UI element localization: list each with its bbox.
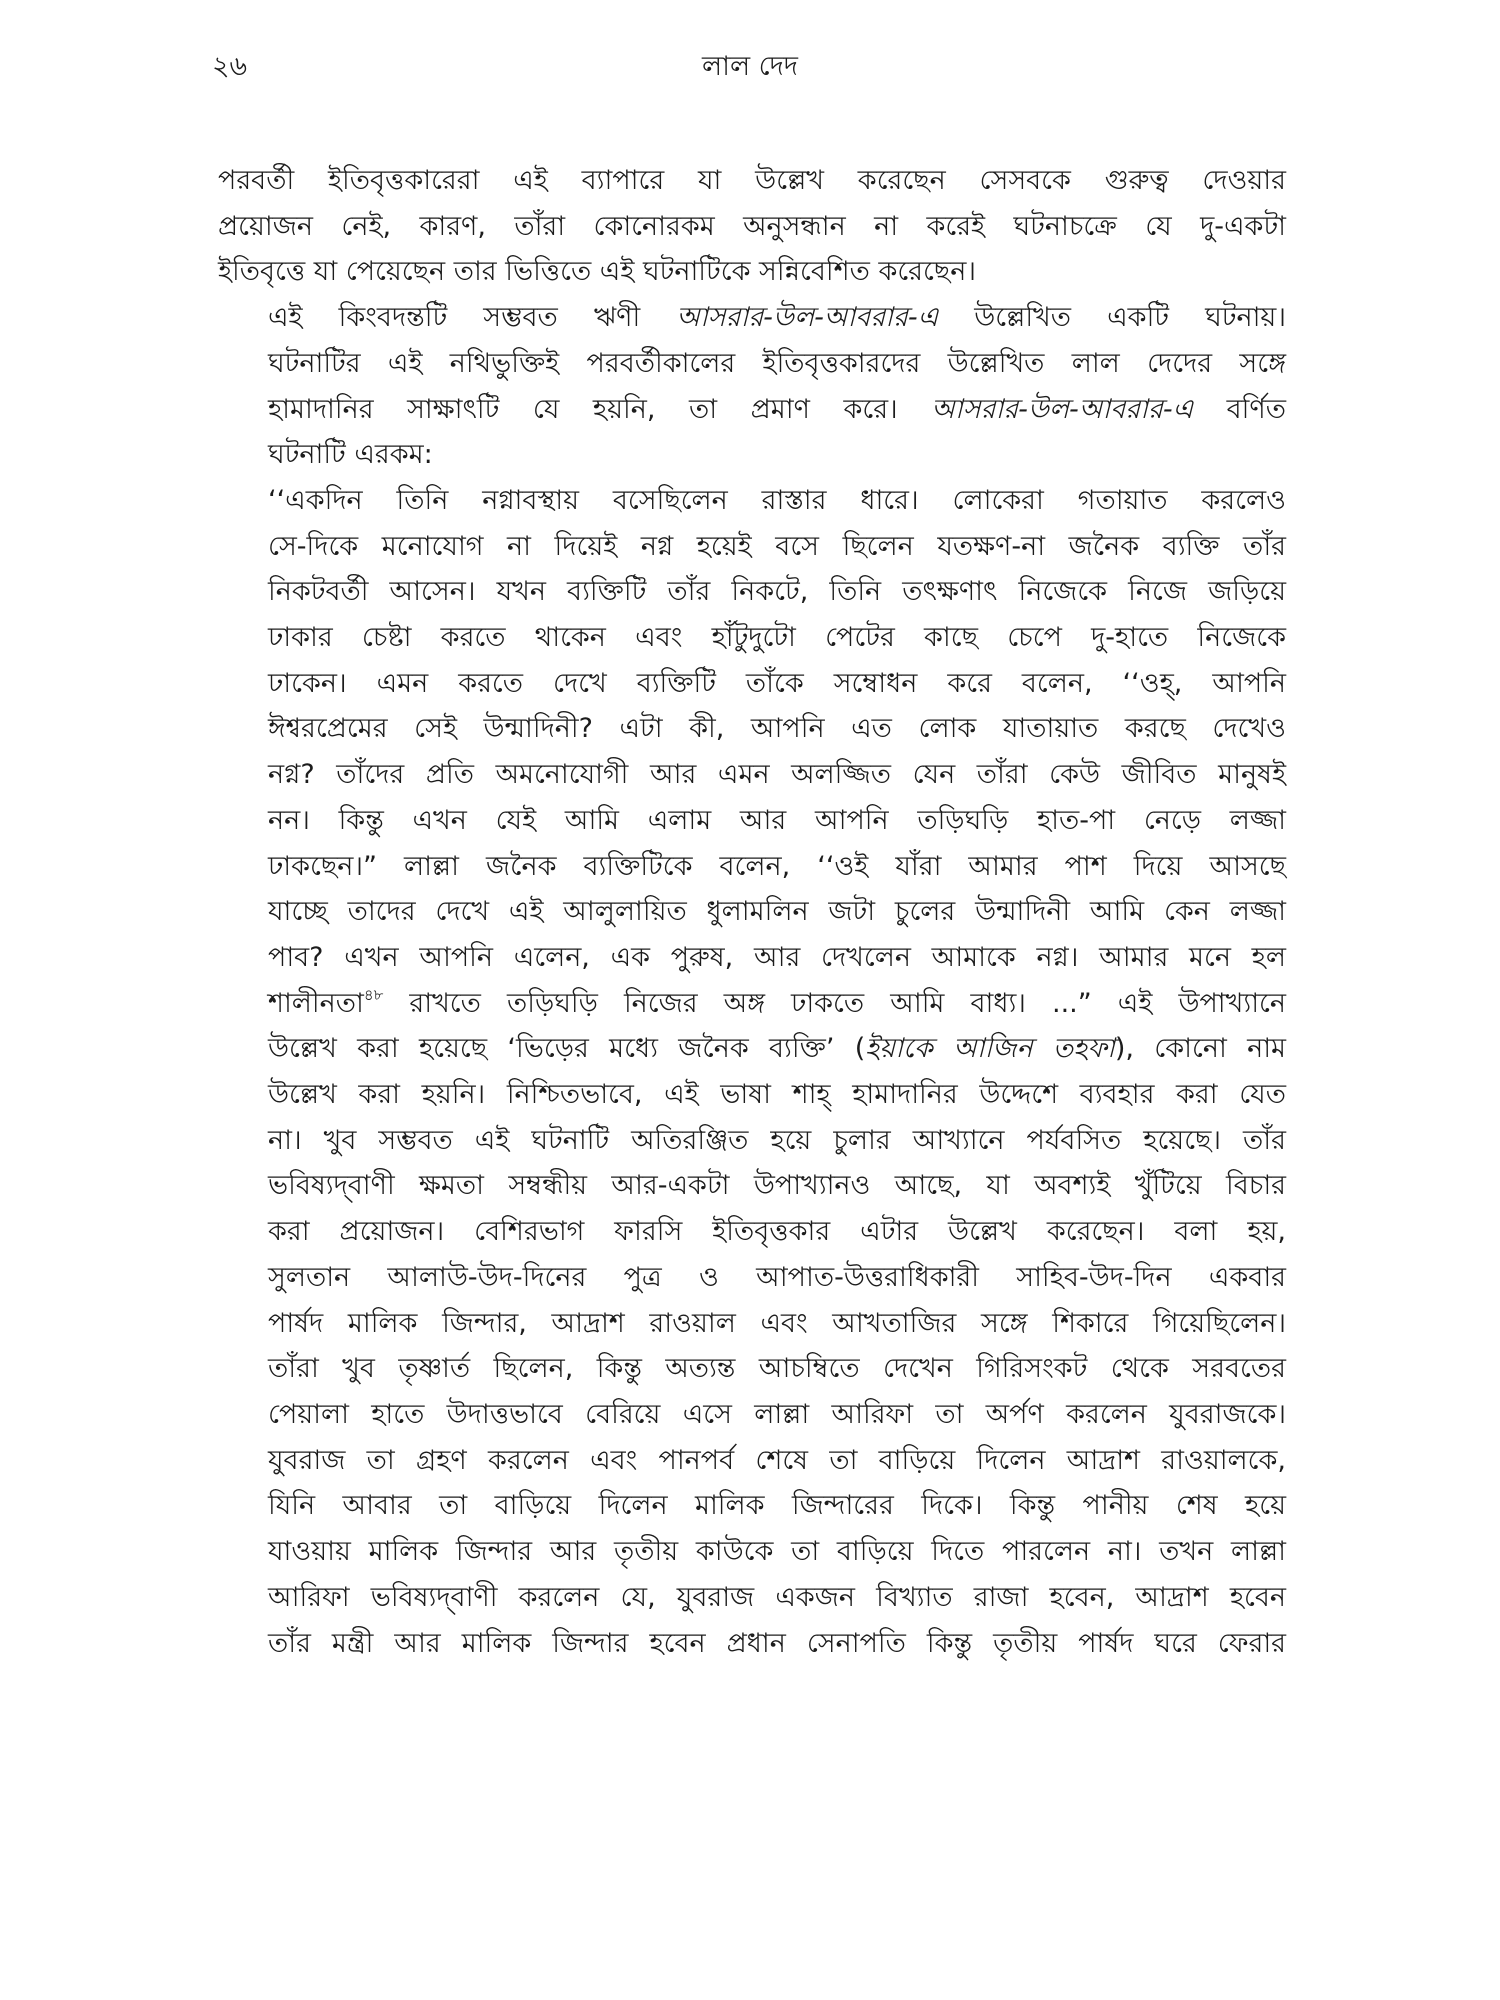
text-line — [218, 1026, 1286, 1072]
text-segment: নন। কিন্তু এখন যেই আমি এলাম আর আপনি তড়িঘড়ি হাত-পা নেড়ে লজ্জা — [268, 804, 1286, 836]
text-line — [218, 341, 1286, 387]
text-line — [218, 1438, 1286, 1484]
text-line — [218, 1529, 1286, 1575]
text-line — [218, 981, 1286, 1027]
text-line — [218, 1483, 1286, 1529]
text-segment: উল্লেখ করা হয়নি। নিশ্চিতভাবে, এই ভাষা শাহ্ হামাদানির উদ্দেশে ব্যবহার করা যেত — [268, 1079, 1286, 1111]
text-line — [218, 1255, 1286, 1301]
text-segment: তাঁরা খুব তৃষ্ণার্ত ছিলেন, কিন্তু অত্যন্ত আচম্বিতে দেখেন গিরিসংকট থেকে সরবতের — [268, 1353, 1286, 1385]
text-segment: সুলতান আলাউ-উদ-দিনের পুত্র ও আপাত-উত্তরাধিকারী সাহিব-উদ-দিন একবার — [268, 1261, 1286, 1293]
text-segment: না। খুব সম্ভবত এই ঘটনাটি অতিরঞ্জিত হয়ে চুলার আখ্যানে পর্যবসিত হয়েছে। তাঁর — [268, 1124, 1286, 1156]
text-segment: রাখতে তড়িঘড়ি নিজের অঙ্গ ঢাকতে আমি বাধ্য। ...” এই উপাখ্যানে — [383, 987, 1286, 1019]
text-line — [218, 889, 1286, 935]
text-line — [218, 798, 1286, 844]
text-line — [218, 432, 1286, 478]
text-segment: ঘটনাটির এই নথিভুক্তিই পরবর্তীকালের ইতিবৃত্তকারদের উল্লেখিত লাল দেদের সঙ্গে — [268, 347, 1286, 379]
text-line — [218, 1163, 1286, 1209]
text-line — [218, 1118, 1286, 1164]
text-segment: ঘটনাটি এরকম: — [268, 439, 433, 471]
text-segment: ঢাকছেন।” লাল্লা জনৈক ব্যক্তিটিকে বলেন, ‘‘ওই যাঁরা আমার পাশ দিয়ে আসছে — [268, 850, 1286, 882]
text-line — [218, 295, 1286, 341]
footnote-ref[interactable]: ৪৮ — [363, 985, 384, 1004]
text-segment: পাব? এখন আপনি এলেন, এক পুরুষ, আর দেখলেন আমাকে নগ্ন। আমার মনে হল — [268, 941, 1286, 973]
text-segment: উল্লেখিত একটি ঘটনায়। — [938, 302, 1286, 334]
text-segment: যাচ্ছে তাদের দেখে এই আলুলায়িত ধুলামলিন জটা চুলের উন্মাদিনী আমি কেন লজ্জা — [268, 896, 1286, 928]
text-line — [218, 1072, 1286, 1118]
text-line — [218, 1575, 1286, 1621]
text-line — [218, 158, 1286, 204]
text-line — [218, 706, 1286, 752]
text-segment: এই কিংবদন্তটি সম্ভবত ঋণী — [268, 302, 677, 334]
text-segment: পরবর্তী ইতিবৃত্তকারেরা এই ব্যাপারে যা উল্লেখ করেছেন সেসবকে গুরুত্ব দেওয়ার — [218, 165, 1286, 196]
text-line — [218, 752, 1286, 798]
text-segment: পেয়ালা হাতে উদাত্তভাবে বেরিয়ে এসে লাল্লা আরিফা তা অর্পণ করলেন যুবরাজকে। — [268, 1398, 1286, 1430]
italic-text: আসরার-উল-আবরার-এ — [676, 302, 939, 334]
text-line — [218, 1301, 1286, 1347]
page-number: ২৬ — [212, 51, 248, 82]
text-line — [218, 661, 1286, 707]
text-segment: ), কোনো নাম — [1114, 1033, 1287, 1065]
text-segment: নিকটবর্তী আসেন। যখন ব্যক্তিটি তাঁর নিকটে, তিনি তৎক্ষণাৎ নিজেকে নিজে জড়িয়ে — [268, 576, 1286, 608]
text-line — [218, 844, 1286, 890]
text-segment: ঢাকার চেষ্টা করতে থাকেন এবং হাঁটুদুটো পেটের কাছে চেপে দু-হাতে নিজেকে — [268, 622, 1286, 654]
text-line — [218, 935, 1286, 981]
text-segment: করা প্রয়োজন। বেশিরভাগ ফারসি ইতিবৃত্তকার এটার উল্লেখ করেছেন। বলা হয়, — [268, 1216, 1286, 1248]
text-line — [218, 387, 1286, 433]
text-segment: ভবিষ্যদ্‌বাণী ক্ষমতা সম্বন্ধীয় আর-একটা উপাখ্যানও আছে, যা অবশ্যই খুঁটিয়ে বিচার — [268, 1170, 1286, 1202]
paragraph — [218, 158, 1286, 295]
text-segment: পার্ষদ মালিক জিন্দার, আদ্রাশ রাওয়াল এবং আখতাজির সঙ্গে শিকারে গিয়েছিলেন। — [268, 1307, 1286, 1339]
text-line — [218, 524, 1286, 570]
text-segment: তাঁর মন্ত্রী আর মালিক জিন্দার হবেন প্রধান সেনাপতি কিন্তু তৃতীয় পার্ষদ ঘরে ফেরার — [268, 1627, 1286, 1659]
italic-text: আসরার-উল-আবরার-এ — [931, 393, 1194, 425]
text-segment: যাওয়ায় মালিক জিন্দার আর তৃতীয় কাউকে তা বাড়িয়ে দিতে পারলেন না। তখন লাল্লা — [268, 1536, 1286, 1568]
running-title: লাল দেদ — [702, 51, 798, 82]
text-segment: ঢাকেন। এমন করতে দেখে ব্যক্তিটি তাঁকে সম্বোধন করে বলেন, ‘‘ওহ্, আপনি — [268, 667, 1286, 699]
text-segment: যুবরাজ তা গ্রহণ করলেন এবং পানপর্ব শেষে তা বাড়িয়ে দিলেন আদ্রাশ রাওয়ালকে, — [268, 1444, 1286, 1476]
text-segment: হামাদানির সাক্ষাৎটি যে হয়নি, তা প্রমাণ করে। — [268, 393, 932, 425]
text-segment: শালীনতা — [268, 987, 364, 1019]
paragraph — [218, 295, 1286, 478]
text-segment: সে-দিকে মনোযোগ না দিয়েই নগ্ন হয়েই বসে ছিলেন যতক্ষণ-না জনৈক ব্যক্তি তাঁর — [268, 530, 1286, 562]
text-line — [218, 478, 1286, 524]
text-segment: বর্ণিত — [1193, 393, 1286, 425]
text-line — [218, 569, 1286, 615]
text-line — [218, 1209, 1286, 1255]
text-line — [218, 615, 1286, 661]
text-segment: ‘‘একদিন তিনি নগ্নাবস্থায় বসেছিলেন রাস্তার ধারে। লোকেরা গতায়াত করলেও — [268, 484, 1286, 516]
paragraph — [218, 478, 1286, 1666]
text-segment: যিনি আবার তা বাড়িয়ে দিলেন মালিক জিন্দারের দিকে। কিন্তু পানীয় শেষ হয়ে — [268, 1490, 1286, 1522]
body-text — [218, 158, 1286, 1666]
text-line — [218, 1346, 1286, 1392]
text-line — [218, 1392, 1286, 1438]
text-segment: ঈশ্বরপ্রেমের সেই উন্মাদিনী? এটা কী, আপনি এত লোক যাতায়াত করছে দেখেও — [268, 713, 1286, 745]
text-line — [218, 249, 1286, 295]
italic-text: ইয়াকে আজিন তহফা — [865, 1033, 1115, 1065]
page-header — [0, 46, 1500, 96]
text-segment: উল্লেখ করা হয়েছে ‘ভিড়ের মধ্যে জনৈক ব্যক্তি’ ( — [268, 1033, 866, 1065]
text-segment: আরিফা ভবিষ্যদ্‌বাণী করলেন যে, যুবরাজ একজন বিখ্যাত রাজা হবেন, আদ্রাশ হবেন — [268, 1581, 1286, 1613]
text-segment: ইতিবৃত্তে যা পেয়েছেন তার ভিত্তিতে এই ঘটনাটিকে সন্নিবেশিত করেছেন। — [218, 256, 977, 288]
text-line — [218, 1621, 1286, 1667]
text-segment: নগ্ন? তাঁদের প্রতি অমনোযোগী আর এমন অলজ্জিত যেন তাঁরা কেউ জীবিত মানুষই — [268, 759, 1286, 791]
text-segment: প্রয়োজন নেই, কারণ, তাঁরা কোনোরকম অনুসন্ধান না করেই ঘটনাচক্রে যে দু-একটা — [218, 210, 1286, 242]
text-line — [218, 204, 1286, 250]
